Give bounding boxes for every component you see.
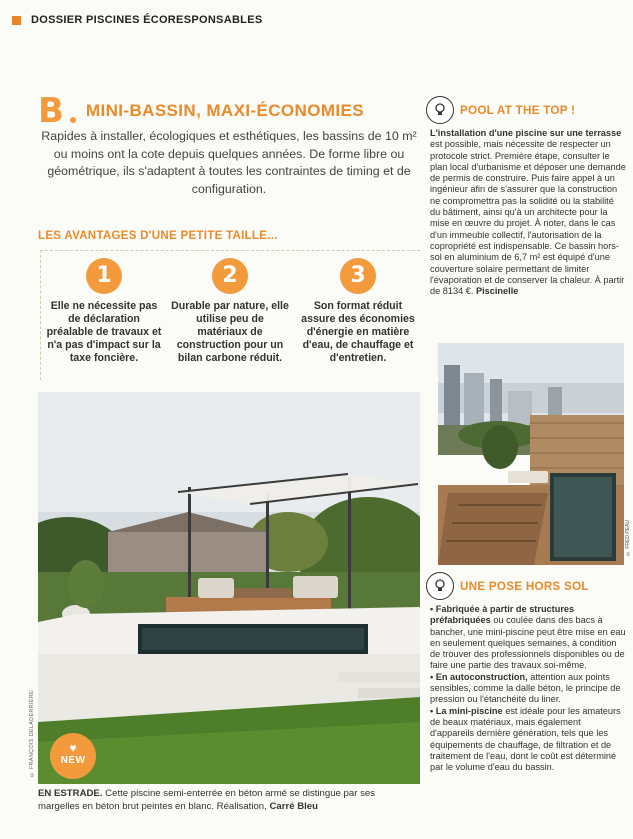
hors-sol-item <box>426 672 626 706</box>
photo-caption <box>38 788 418 813</box>
section-title <box>38 91 365 131</box>
new-badge-label: NEW <box>60 755 86 766</box>
hors-sol-header <box>426 572 626 600</box>
pool-top-header <box>426 96 626 124</box>
advantage-text: Durable par nature, elle utilise peu de matériaux de construction pour un bilan carbone réduit. <box>171 300 289 364</box>
pool-top-brand: Piscinelle <box>475 286 519 297</box>
heart-icon: ♥ <box>69 741 77 755</box>
hors-sol-item-lead: • En autoconstruction, <box>430 671 528 682</box>
section-letter-dot <box>70 117 76 123</box>
hors-sol-item-text: ou coulée dans des bacs à bancher, une mini-piscine peut être mise en eau en seulement quelques semaines, à condition de trouver des professionnels disponibles ou de faire une partie des travaux soi-même. <box>430 615 626 671</box>
main-photo-credit: © FRANÇOIS DELADERRIÈRE <box>29 690 35 778</box>
section-title-text: MINI-BASSIN, MAXI-ÉCONOMIES <box>85 101 365 120</box>
caption-text: Cette piscine semi-enterrée en béton armé se distingue par ses margelles en béton brut peintes en blanc. Réalisation, <box>38 788 376 812</box>
hors-sol-item-text: attention aux points sensibles, comme la dalle béton, le principe de pression ou l'étanchéité du liner. <box>430 671 621 705</box>
caption-brand: Carré Bleu <box>269 800 318 812</box>
section-intro: Rapides à installer, écologiques et esthétiques, les bassins de 10 m² ou moins ont la cote depuis quelques années. De forme libre ou géométrique, ils s'adaptent à toutes les contraintes de timing et de configuration. <box>41 129 417 196</box>
pool-top-box <box>426 96 626 297</box>
hors-sol-item-lead: • La mini-piscine <box>430 705 503 716</box>
advantage-number: 3 <box>340 258 376 294</box>
hors-sol-title: UNE POSE HORS SOL <box>460 579 589 593</box>
header-title: DOSSIER PISCINES ÉCORESPONSABLES <box>31 14 263 26</box>
hors-sol-box <box>426 572 626 773</box>
rooftop-pool-illustration <box>438 343 624 565</box>
hors-sol-item <box>426 604 626 672</box>
advantage-item <box>44 258 164 365</box>
pool-top-title: POOL AT THE TOP ! <box>460 103 576 117</box>
pool-top-body <box>426 128 626 297</box>
hors-sol-item-lead: • Fabriquée à partir de structures préfabriquées <box>430 604 575 626</box>
lightbulb-icon <box>426 572 454 600</box>
advantage-number: 1 <box>86 258 122 294</box>
hors-sol-item <box>426 706 626 774</box>
section-letter: B <box>38 91 64 131</box>
advantage-number: 2 <box>212 258 248 294</box>
new-badge <box>50 733 96 779</box>
advantage-item <box>298 258 418 365</box>
advantage-text: Elle ne nécessite pas de déclaration préalable de travaux et n'a pas d'impact sur la taxe foncière. <box>46 300 162 364</box>
hors-sol-item-text: est idéale pour les amateurs de beaux matériaux, mais également d'appareils dernière génération, tels que les équipements de chauffage, de filtration et de traitement de l'eau, dont le coût est déterminé par le volume d'eau du bassin. <box>430 705 621 773</box>
main-photo <box>38 392 420 784</box>
advantage-item <box>170 258 290 365</box>
pool-top-lead: L'installation d'une piscine sur une terrasse <box>430 128 622 138</box>
advantage-text: Son format réduit assure des économies d'énergie en matière d'eau, de chauffage et d'entretien. <box>301 300 415 364</box>
header-marker <box>12 16 21 25</box>
lightbulb-icon <box>426 96 454 124</box>
page-header <box>12 14 262 26</box>
pool-garden-illustration <box>38 392 420 784</box>
side-photo-credit: © FRED PEAU <box>625 520 631 557</box>
pool-top-text: est possible, mais nécessite de respecter un protocole strict. Première étape, consulter le plan local d'urbanisme et déposer une demande de permis de construire. Puis faire appel à un ingénieur afin de s'assurer que la construction ne compromettra pas la solidité ou la stabilité du bâtiment, ainsi qu'à un architecte pour la mise en œuvre du projet. À noter, dans le cas d'un immeuble collectif, l'autorisation de la copropriété est indispensable. Ce bassin hors-sol en aluminium de 6,7 m² est équipé d'une couverture solaire permettant de limiter l'évaporation et de conserver la chaleur. À partir de 8134 €. <box>430 139 626 297</box>
advantages-title: LES AVANTAGES D'UNE PETITE TAILLE... <box>38 230 278 242</box>
caption-lead: EN ESTRADE. <box>38 788 103 799</box>
rooftop-photo <box>438 343 624 565</box>
